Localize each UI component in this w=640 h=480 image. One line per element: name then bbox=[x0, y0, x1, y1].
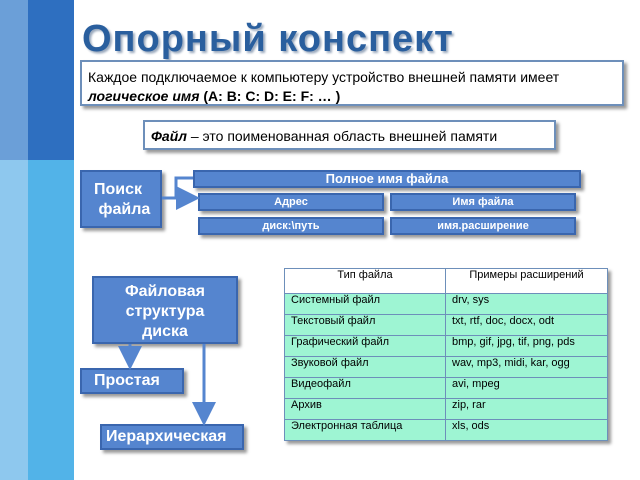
file-type-cell: Системный файл bbox=[285, 294, 446, 315]
page-title: Опорный конспект bbox=[82, 18, 454, 60]
table-header-examples: Примеры расширений bbox=[446, 269, 608, 294]
address-button[interactable]: Адрес bbox=[198, 193, 384, 211]
extensions-table bbox=[284, 268, 608, 441]
file-definition-text: – это поименованная область внешней памяти bbox=[186, 128, 498, 144]
extensions-cell: zip, rar bbox=[446, 399, 608, 420]
structure-line2: структура bbox=[125, 303, 205, 320]
file-type-cell: Звуковой файл bbox=[285, 357, 446, 378]
table-row bbox=[285, 357, 608, 378]
search-label-line1: Поиск bbox=[94, 181, 143, 198]
table-row bbox=[285, 378, 608, 399]
table-row bbox=[285, 399, 608, 420]
search-connector-arrow bbox=[176, 178, 193, 198]
file-type-cell: Электронная таблица bbox=[285, 420, 446, 441]
extensions-cell: drv, sys bbox=[446, 294, 608, 315]
definition-term: логическое имя bbox=[88, 88, 200, 104]
file-type-cell: Текстовый файл bbox=[285, 315, 446, 336]
search-label-line2: файла bbox=[98, 201, 151, 218]
extension-button[interactable]: имя.расширение bbox=[390, 217, 576, 235]
file-type-cell: Видеофайл bbox=[285, 378, 446, 399]
file-type-cell: Архив bbox=[285, 399, 446, 420]
extensions-cell: bmp, gif, jpg, tif, png, pds bbox=[446, 336, 608, 357]
table-row bbox=[285, 336, 608, 357]
file-definition-box bbox=[143, 120, 556, 150]
left-stripe-band bbox=[0, 160, 28, 480]
simple-structure-button[interactable]: Простая bbox=[80, 368, 184, 394]
file-name-button[interactable]: Имя файла bbox=[390, 193, 576, 211]
extensions-cell: txt, rtf, doc, docx, odt bbox=[446, 315, 608, 336]
table-header-type: Тип файла bbox=[285, 269, 446, 294]
table-row bbox=[285, 294, 608, 315]
left-stripe-light bbox=[28, 160, 74, 480]
path-button[interactable]: диск:\путь bbox=[198, 217, 384, 235]
hierarchical-structure-button[interactable]: Иерархическая bbox=[100, 424, 244, 450]
structure-line3: диска bbox=[142, 323, 188, 340]
file-type-cell: Графический файл bbox=[285, 336, 446, 357]
full-name-bar[interactable]: Полное имя файла bbox=[193, 170, 581, 188]
extensions-cell: xls, ods bbox=[446, 420, 608, 441]
structure-line1: Файловая bbox=[125, 283, 205, 300]
definition-box bbox=[80, 60, 624, 106]
table-row bbox=[285, 420, 608, 441]
file-term: Файл bbox=[151, 128, 187, 144]
search-file-button[interactable] bbox=[80, 170, 162, 228]
extensions-cell: wav, mp3, midi, kar, ogg bbox=[446, 357, 608, 378]
table-row bbox=[285, 315, 608, 336]
definition-drives: (A: B: C: D: E: F: … ) bbox=[203, 88, 341, 104]
extensions-cell: avi, mpeg bbox=[446, 378, 608, 399]
definition-text: Каждое подключаемое к компьютеру устройство внешней памяти имеет bbox=[88, 69, 560, 85]
file-structure-button[interactable] bbox=[92, 276, 238, 344]
